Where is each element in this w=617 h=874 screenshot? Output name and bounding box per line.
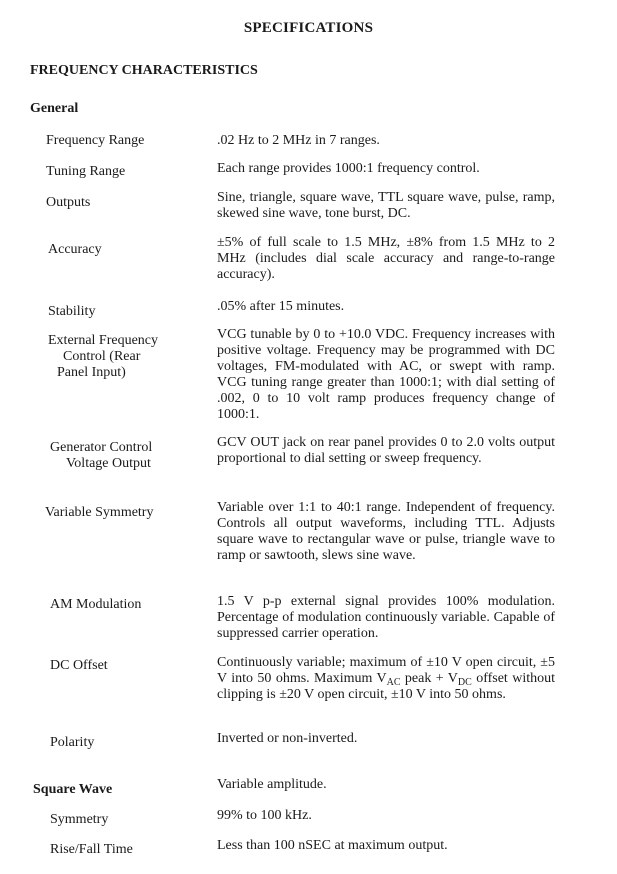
spec-value: 99% to 100 kHz.	[217, 808, 312, 823]
spec-value: .05% after 15 minutes.	[217, 299, 345, 314]
spec-label: Variable Symmetry	[45, 505, 154, 520]
spec-value: Inverted or non-inverted.	[217, 731, 358, 746]
subsection-heading-general: General	[30, 101, 79, 116]
spec-label: Accuracy	[48, 242, 102, 257]
spec-label: DC Offset	[50, 658, 108, 673]
spec-value: ±5% of full scale to 1.5 MHz, ±8% from 1.5 MHz to 2 MHz (includes dial scale accuracy and range-to-range accuracy).	[217, 235, 555, 282]
spec-label: Polarity	[50, 735, 95, 750]
spec-value: GCV OUT jack on rear panel provides 0 to 2.0 volts output proportional to dial setting or sweep frequency.	[217, 435, 555, 466]
section-heading: FREQUENCY CHARACTERISTICS	[30, 63, 258, 78]
spec-value: Less than 100 nSEC at maximum output.	[217, 838, 448, 853]
spec-label: Stability	[48, 304, 96, 319]
page-title: SPECIFICATIONS	[243, 20, 374, 36]
spec-value: Continuously variable; maximum of ±10 V open circuit, ±5 V into 50 ohms. Maximum $V_{AC}$ peak + $V_{DC}$ offset without clipping is ±20 V open circuit, ±10 V into 50 ohms.	[217, 655, 555, 702]
spec-value: Each range provides 1000:1 frequency control.	[217, 161, 480, 176]
spec-value: 1.5 V p-p external signal provides 100% modulation. Percentage of modulation continuously variable. Capable of suppressed carrier operation.	[217, 594, 555, 641]
spec-label: External Frequency Control (Rear Panel Input)	[48, 333, 159, 380]
spec-value: VCG tunable by 0 to +10.0 VDC. Frequency increases with positive voltage. Frequency may be programmed with DC voltages, FM-modulated with AC, or swept with ramp. VCG tuning range greater than 1000:1; with dial setting of .002, 0 to 10 volt ramp produces frequency change of 1000:1.	[217, 327, 555, 422]
spec-label: Tuning Range	[46, 164, 126, 179]
spec-value: Sine, triangle, square wave, TTL square wave, pulse, ramp, skewed sine wave, tone burst, DC.	[217, 190, 555, 221]
subsection-heading-square-wave: Square Wave	[33, 782, 113, 797]
spec-label: Generator Control Voltage Output	[50, 440, 153, 471]
spec-label: Symmetry	[50, 812, 109, 827]
spec-label: Frequency Range	[46, 133, 145, 148]
spec-value: .02 Hz to 2 MHz in 7 ranges.	[217, 133, 380, 148]
spec-value: Variable over 1:1 to 40:1 range. Independent of frequency. Controls all output waveforms, including TTL. Adjusts square wave to rectangular wave or pulse, triangle wave to ramp or sawtooth, slews sine wave.	[217, 500, 555, 563]
spec-label: Outputs	[46, 195, 91, 210]
spec-value: Variable amplitude.	[217, 777, 327, 792]
spec-label: AM Modulation	[50, 597, 142, 612]
spec-label: Rise/Fall Time	[50, 842, 133, 857]
